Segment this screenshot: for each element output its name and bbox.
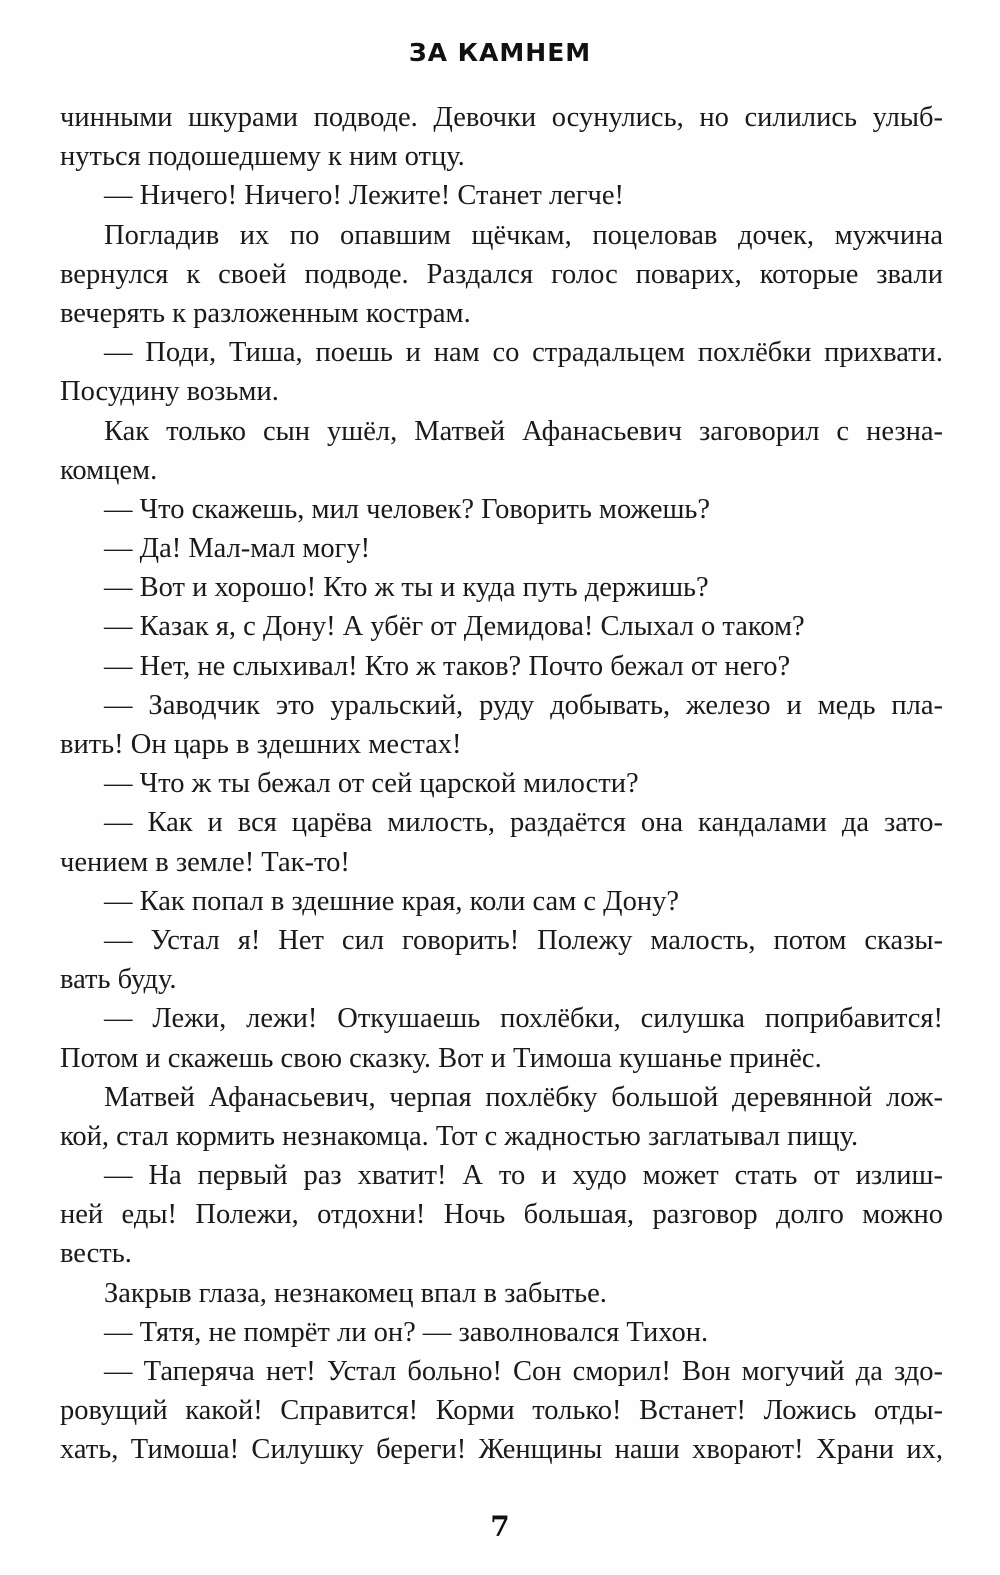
- text-line: — Что скажешь, мил человек? Говорить можешь?: [104, 493, 711, 525]
- text-line: — Заводчик это уральский, руду добывать, железо и медь пла-: [104, 689, 943, 721]
- text-line: — Устал я! Нет сил говорить! Полежу малость, потом сказы-: [104, 924, 943, 956]
- text-line: комцем.: [60, 454, 158, 486]
- text-line: вить! Он царь в здешних местах!: [60, 729, 462, 760]
- text-line: Матвей Афанасьевич, черпая похлёбку большой деревянной лож-: [104, 1081, 943, 1113]
- text-line: чением в земле! Так-то!: [60, 846, 350, 878]
- text-line: — Да! Мал-мал могу!: [104, 533, 371, 565]
- text-line: Посудину возьми.: [60, 376, 279, 408]
- text-line: Погладив их по опавшим щёчкам, поцеловав дочек, мужчина: [104, 219, 943, 251]
- text-line: вать буду.: [60, 964, 177, 996]
- text-line: — Поди, Тиша, поешь и нам со страдальцем похлёбки прихвати.: [104, 337, 943, 369]
- text-line: Потом и скажешь свою сказку. Вот и Тимоша кушанье принёс.: [60, 1042, 822, 1074]
- text-line: чинными шкурами подводе. Девочки осунулись, но силились улыб-: [60, 102, 943, 133]
- text-line: — Лежи, лежи! Откушаешь похлёбки, силушка поприбавится!: [104, 1003, 943, 1035]
- text-line: — На первый раз хватит! А то и худо может стать от излиш-: [104, 1160, 943, 1192]
- page-number: 7: [490, 1510, 510, 1543]
- text-line: вернулся к своей подводе. Раздался голос поварих, которые звали: [60, 258, 943, 290]
- body-text: [60, 98, 943, 1470]
- text-line: хать, Тимоша! Силушку береги! Женщины наши хворают! Храни их,: [60, 1434, 943, 1466]
- text-line: нуться подошедшему к ним отцу.: [60, 141, 465, 173]
- text-line: — Ничего! Ничего! Лежите! Станет легче!: [104, 180, 624, 212]
- text-line: Как только сын ушёл, Матвей Афанасьевич заговорил с незна-: [104, 415, 943, 447]
- running-title: ЗА КАМНЕМ: [408, 38, 592, 67]
- text-line: — Нет, не слыхивал! Кто ж таков? Почто бежал от него?: [104, 650, 791, 682]
- text-line: ней еды! Полежи, отдохни! Ночь большая, разговор долго можно: [60, 1199, 943, 1231]
- text-line: кой, стал кормить незнакомца. Тот с жадностью заглатывал пищу.: [60, 1120, 859, 1152]
- text-line: — Как попал в здешние края, коли сам с Дону?: [104, 885, 679, 917]
- text-line: ровущий какой! Справится! Корми только! Встанет! Ложись отды-: [60, 1395, 943, 1427]
- text-line: Закрыв глаза, незнакомец впал в забытье.: [104, 1277, 607, 1309]
- text-line: — Вот и хорошо! Кто ж ты и куда путь держишь?: [104, 572, 709, 604]
- text-line: — Что ж ты бежал от сей царской милости?: [104, 768, 639, 800]
- text-line: вечерять к разложенным кострам.: [60, 297, 471, 329]
- text-line: — Таперяча нет! Устал больно! Сон сморил! Вон могучий да здо-: [104, 1356, 943, 1387]
- text-line: — Как и вся царёва милость, раздаётся она кандалами да зато-: [104, 807, 943, 839]
- text-line: — Тятя, не помрёт ли он? — заволновался Тихон.: [104, 1316, 709, 1348]
- text-line: — Казак я, с Дону! А убёг от Демидова! Слыхал о таком?: [104, 611, 805, 643]
- text-line: весть.: [60, 1238, 132, 1270]
